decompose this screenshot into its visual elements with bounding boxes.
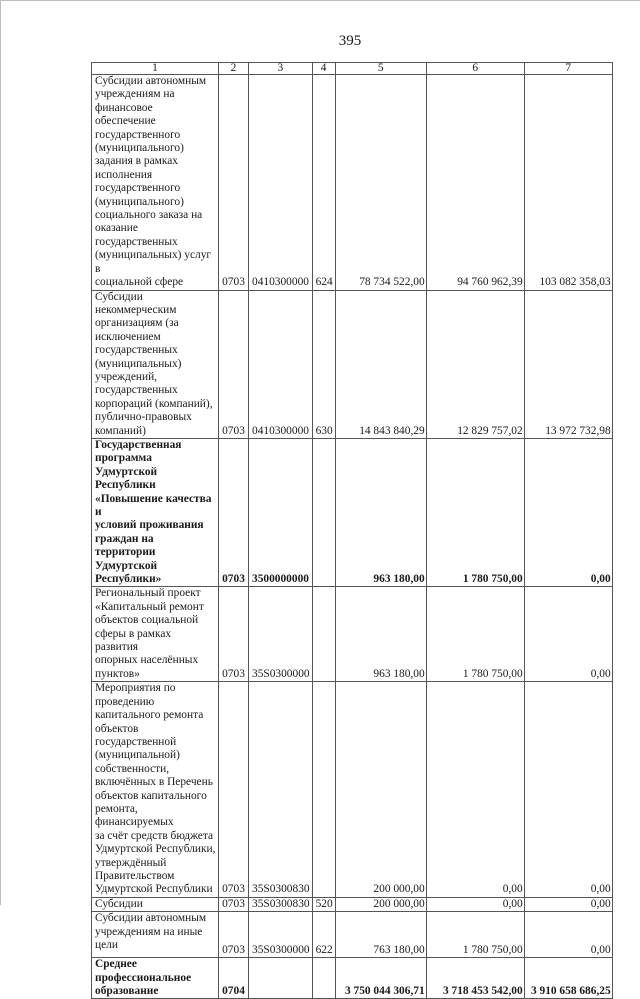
description-line: задания в рамках [95,155,178,168]
description-cell [92,290,219,438]
description-line: цели [95,939,118,951]
section-code-cell: 0703 [219,682,249,898]
description-line: Среднее [95,958,137,971]
description-line: Субсидии автономным [95,912,207,925]
description-line: ремонта, финансируемых [95,802,174,829]
section-code-cell: 0704 [219,958,249,999]
description-line: учреждениям на [95,88,175,101]
description-line: Субсидии автономным [95,75,207,87]
description-line: государственных [95,344,178,357]
expense-type-cell: 520 [312,897,335,911]
amount-year2-cell: 94 760 962,39 [426,75,524,291]
amount-year1-cell: 3 750 044 306,71 [335,958,426,999]
expense-type-cell: 622 [312,912,335,958]
description-line: организациям (за [95,317,179,330]
target-article-cell: 35S0300830 [249,897,313,911]
section-code-cell: 0703 [219,75,249,291]
amount-year2-cell: 1 780 750,00 [426,438,524,586]
description-cell [92,438,219,586]
description-line: исключением [95,330,161,343]
target-article-cell: 35S0300830 [249,682,313,898]
expense-type-cell: 630 [312,290,335,438]
header-cell: 6 [426,63,524,75]
description-line: Правительством [95,869,175,882]
description-line: объектов [95,722,139,735]
description-line: государственной [95,735,177,748]
description-line: Субсидии [95,290,143,303]
table-row [92,438,613,586]
amount-year1-cell: 78 734 522,00 [335,75,426,291]
table-row [92,587,613,682]
amount-year3-cell: 103 082 358,03 [524,75,612,291]
target-article-cell: 35S0300000 [249,587,313,682]
table-row [92,897,613,911]
amount-year3-cell: 0,00 [524,682,612,898]
description-line: граждан на территории [95,532,156,559]
description-line: собственности, [95,762,170,775]
target-article-cell: 35S0300000 [249,912,313,958]
description-line: социальной сфере [95,276,184,289]
section-code-cell: 0703 [219,290,249,438]
amount-year3-cell: 0,00 [524,587,612,682]
description-line: сферы в рамках развития [95,627,172,654]
description-line: «Капитальный ремонт [95,600,204,613]
description-line: (муниципальных) услуг в [95,249,212,275]
description-line: объектов капитального [95,789,207,802]
description-line: образование [95,985,159,997]
description-line: публично-правовых [95,411,192,424]
amount-year2-cell: 1 780 750,00 [426,587,524,682]
target-article-cell: 3500000000 [249,438,313,586]
target-article-cell: 0410300000 [249,75,313,291]
section-code-cell: 0703 [219,438,249,586]
header-cell: 2 [219,63,249,75]
page-number: 395 [338,33,362,49]
expense-type-cell [312,587,335,682]
description-line: объектов социальной [95,614,199,627]
description-line: оказание [95,222,138,235]
amount-year3-cell: 13 972 732,98 [524,290,612,438]
description-line: пунктов» [95,667,140,680]
description-line: проведению [95,695,155,708]
amount-year3-cell: 3 910 658 686,25 [524,958,612,999]
description-cell [92,682,219,898]
description-line: Государственная [95,438,182,451]
description-line: программа Удмуртской [95,452,158,478]
description-line: Региональный проект [95,587,201,600]
table-row [92,958,613,999]
header-cell: 1 [92,63,219,75]
description-line: государственных [95,384,178,397]
description-line: некоммерческим [95,303,177,316]
amount-year1-cell: 963 180,00 [335,438,426,586]
amount-year2-cell: 3 718 453 542,00 [426,958,524,999]
description-line: Удмуртской Республики, [95,843,216,856]
description-line: Субсидии [95,897,143,910]
description-line: утверждённый [95,856,167,869]
amount-year3-cell: 0,00 [524,438,612,586]
header-cell: 7 [524,63,612,75]
target-article-cell: 0410300000 [249,290,313,438]
description-line: Республики [95,479,156,492]
table-row [92,290,613,438]
description-line: государственного [95,182,181,195]
table-row [92,912,613,958]
amount-year2-cell: 12 829 757,02 [426,290,524,438]
description-line: Мероприятия по [95,682,176,695]
amount-year1-cell: 200 000,00 [335,682,426,898]
description-line: (муниципальных) [95,357,182,370]
description-line: Республики» [95,573,162,586]
description-line: компаний) [95,424,146,437]
amount-year1-cell: 200 000,00 [335,897,426,911]
description-line: Удмуртской [95,559,158,572]
description-line: капитального ремонта [95,709,204,722]
description-line: государственных [95,235,178,248]
description-line: исполнения [95,168,153,181]
amount-year1-cell: 763 180,00 [335,912,426,958]
description-line: условий проживания [95,519,204,532]
table-row [92,75,613,291]
description-line: государственного [95,128,181,141]
description-cell [92,958,219,999]
expense-type-cell [312,958,335,999]
description-line: Удмуртской Республики [95,883,213,896]
amount-year2-cell: 1 780 750,00 [426,912,524,958]
section-code-cell: 0703 [219,587,249,682]
header-row [92,63,613,75]
amount-year2-cell: 0,00 [426,897,524,911]
amount-year2-cell: 0,00 [426,682,524,898]
description-cell [92,75,219,291]
expense-type-cell [312,682,335,898]
target-article-cell [249,958,313,999]
description-line: (муниципального) [95,195,184,208]
description-line: (муниципального) [95,142,184,155]
description-line: «Повышение качества и [95,492,212,518]
description-line: за счёт средств бюджета [95,829,214,842]
description-line: учреждений, [95,370,158,383]
header-cell: 5 [335,63,426,75]
description-line: финансовое обеспечение [95,101,156,128]
section-code-cell: 0703 [219,912,249,958]
amount-year3-cell: 0,00 [524,912,612,958]
description-cell [92,587,219,682]
description-line: учреждениям на иные [95,925,203,938]
table-row [92,682,613,898]
header-cell: 4 [312,63,335,75]
description-line: профессиональное [95,971,192,984]
expense-type-cell [312,438,335,586]
description-cell [92,897,219,911]
description-line: опорных населённых [95,654,199,667]
description-line: корпораций (компаний), [95,397,213,410]
header-cell: 3 [249,63,313,75]
amount-year1-cell: 14 843 840,29 [335,290,426,438]
description-line: включённых в Перечень [95,776,213,789]
description-line: социального заказа на [95,209,203,222]
amount-year3-cell: 0,00 [524,897,612,911]
description-cell [92,912,219,958]
description-line: (муниципальной) [95,749,180,762]
amount-year1-cell: 963 180,00 [335,587,426,682]
expense-type-cell: 624 [312,75,335,291]
section-code-cell: 0703 [219,897,249,911]
budget-table [91,62,613,999]
